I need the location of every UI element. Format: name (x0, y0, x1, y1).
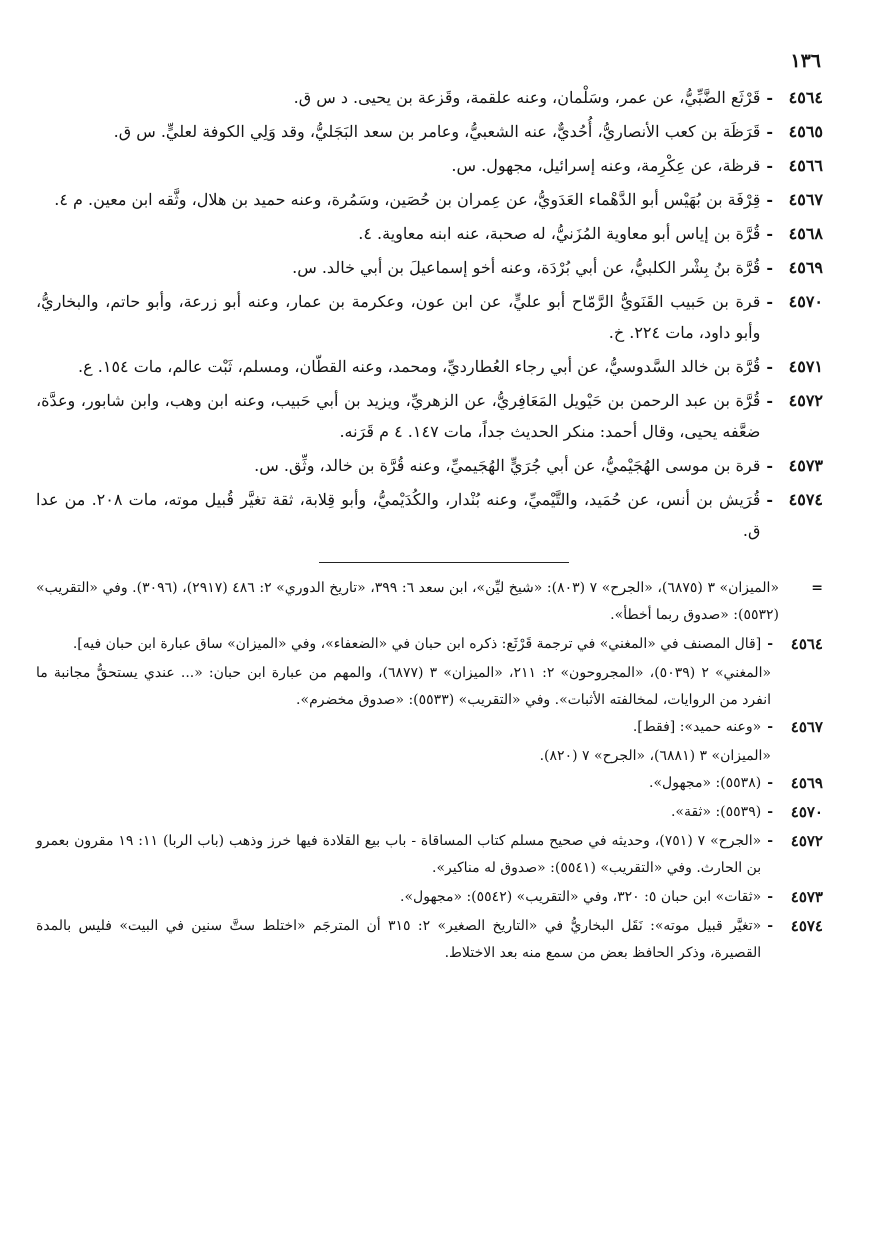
entry-text: قُرَيش بن أنس، عن حُمَيد، والتَّيْميِّ، وعنه بُنْدار، والكُدَيْميُّ، وأبو قِلابة، ثقة تغيَّر قُبيل موته، مات ٢٠٨. من عدا ق. (36, 490, 761, 540)
entry-text: قرة بن موسى الهُجَيْميُّ، عن أبي جُرَيٍّ الهُجَيميِّ، وعنه قُرَّة بن خالد، وثِّق. س. (254, 456, 761, 475)
footnote (36, 714, 823, 741)
entry (36, 484, 823, 546)
entry-text: قرظة، عن عِكْرِمة، وعنه إسرائيل، مجهول. س. (451, 156, 761, 175)
continuation-mark: = (811, 580, 823, 596)
entry-number: ٤٥٦٨ (788, 224, 823, 243)
entry-dash: - (766, 456, 773, 475)
footnote-number: ٤٥٦٩ (790, 774, 823, 792)
entry-number: ٤٥٦٤ (788, 88, 823, 107)
entry-text: قُرَّة بن خالد السَّدوسيُّ، عن أبي رجاء العُطارديِّ، ومحمد، وعنه القطّان، ومسلم، ثَبْت عالم، مات ١٥٤. ع. (78, 357, 761, 376)
footnote (36, 631, 823, 658)
entry-dash: - (766, 391, 773, 410)
footnote-text: (٥٥٣٨): «مجهول». (649, 775, 762, 791)
entry-dash: - (766, 122, 773, 141)
page-number: ١٣٦ (790, 50, 821, 72)
entry (36, 150, 823, 181)
footnote-number: ٤٥٧٢ (790, 832, 823, 850)
entry-text: قُرَّة بن عبد الرحمن بن حَيْويل المَعَافِريُّ، عن الزهريِّ، ويزيد بن أبي حَبيب، وعنه ابن وهب، وابن شابور، وعدَّة، ضعَّفه يحيى، وقال أحمد: منكر الحديث جداً، مات ١٤٧. ٤ م قَرَنه. (36, 391, 761, 441)
entry-dash: - (766, 224, 773, 243)
entry-dash: - (766, 258, 773, 277)
footnote (36, 799, 823, 826)
entry (36, 450, 823, 481)
footnote-continuation (36, 575, 823, 629)
entries-list (36, 82, 823, 546)
entry-number: ٤٥٧٣ (788, 456, 823, 475)
entry-dash: - (766, 88, 773, 107)
footnote-text: «الميزان» ٣ (٦٨٧٥)، «الجرح» ٧ (٨٠٣): «شيخ ليِّن»، ابن سعد ٦: ٣٩٩، «تاريخ الدوري» ٢: ٤٨٦ (٢٩١٧)، (٣٠٩٦). وفي «التقريب» (٥٥٣٢): «صدوق ربما أخطأ». (36, 580, 780, 623)
entry (36, 184, 823, 215)
footnote-dash: - (767, 636, 773, 652)
footnote-number: ٤٥٧٣ (790, 888, 823, 906)
footnote-text: [قال المصنف في «المغني» في ترجمة قَرْثَع: ذكره ابن حبان في «الضعفاء»، وفي «الميزان» ساق عبارة ابن حبان فيه]. (72, 636, 762, 652)
footnotes (36, 575, 823, 967)
footnote (36, 884, 823, 911)
entry (36, 385, 823, 447)
footnote-number: ٤٥٧٤ (790, 917, 823, 935)
footnote-text: «تغيَّر قبيل موته»: نَقَل البخاريُّ في «التاريخ الصغير» ٢: ٣١٥ أن المترجَم «اختلط ستَّ سنين في البيت» فليس بالمدة القصيرة، وذكر الحافظ بعض من سمع منه بعد الاختلاط. (36, 918, 762, 961)
footnote-dash: - (767, 918, 773, 934)
footnote-text: «وعنه حميد»: [فقط]. (632, 719, 762, 735)
footnote-dash: - (767, 833, 773, 849)
footnote-dash: - (767, 719, 773, 735)
footnote-dash: - (767, 775, 773, 791)
footnote-divider (319, 562, 569, 563)
entry-dash: - (766, 156, 773, 175)
entry (36, 286, 823, 348)
entry-text: قَرْثَع الضَّبِّيُّ، عن عمر، وسَلْمان، وعنه علقمة، وقَزعة بن يحيى. د س ق. (293, 88, 761, 107)
entry (36, 116, 823, 147)
entry-text: قُرَّة بن إياس أبو معاوية المُزَنيُّ، له صحبة، عنه ابنه معاوية. ٤. (358, 224, 761, 243)
footnote-number: ٤٥٧٠ (790, 803, 823, 821)
footnote-subtext: «الميزان» ٣ (٦٨٨١)، «الجرح» ٧ (٨٢٠). (539, 748, 771, 764)
entry-text: قَرَظَة بن كعب الأنصاريُّ، أُحُديٌّ، عنه الشعبيُّ، وعامر بن سعد البَجَليُّ، وقد وَلِي الكوفة لعليٍّ. س ق. (113, 122, 761, 141)
footnote-number: ٤٥٦٧ (790, 718, 823, 736)
footnote-text: «ثقات» ابن حبان ٥: ٣٢٠، وفي «التقريب» (٥٥٤٢): «مجهول». (400, 889, 762, 905)
footnote (36, 828, 823, 882)
entry-dash: - (766, 292, 773, 311)
entry-number: ٤٥٦٩ (788, 258, 823, 277)
entry-number: ٤٥٦٥ (788, 122, 823, 141)
footnote (36, 913, 823, 967)
entry-number: ٤٥٧٤ (788, 490, 823, 509)
footnote-subtext: «المغني» ٢ (٥٠٣٩)، «المجروحون» ٢: ٢١١، «الميزان» ٣ (٦٨٧٧)، والمهم من عبارة ابن حبان: «... عندي يستحقُّ مجانبة ما انفرد من الروايات، لمخالفته الأثبات». وفي «التقريب» (٥٥٣٣): «صدوق مخضرم». (36, 665, 772, 708)
entry (36, 351, 823, 382)
entry-dash: - (766, 490, 773, 509)
entry (36, 82, 823, 113)
footnote-dash: - (767, 889, 773, 905)
footnote-number: ٤٥٦٤ (790, 635, 823, 653)
entry-text: قرة بن حَبيب القَنَويُّ الرَّمّاح أبو عليٍّ، عن ابن عون، وعكرمة بن عمار، وعنه أبو زرعة، وأبو حاتم، والبخاريُّ، وأبو داود، مات ٢٢٤. خ. (36, 292, 761, 342)
footnote-text: (٥٥٣٩): «ثقة». (670, 804, 762, 820)
entry-number: ٤٥٦٧ (788, 190, 823, 209)
entry-number: ٤٥٧١ (788, 357, 823, 376)
entry-dash: - (766, 190, 773, 209)
entry-text: قِرْفَة بن بُهَيْس أبو الدَّهْماء العَدَويُّ، عن عِمران بن حُصَين، وسَمُرة، وعنه حميد بن هلال، وثَّقه ابن معين. م ٤. (54, 190, 761, 209)
entry-number: ٤٥٧٠ (788, 292, 823, 311)
entry-number: ٤٥٧٢ (788, 391, 823, 410)
entry-number: ٤٥٦٦ (788, 156, 823, 175)
entry (36, 252, 823, 283)
footnote (36, 770, 823, 797)
footnote-text: «الجرح» ٧ (٧٥١)، وحديثه في صحيح مسلم كتاب المساقاة - باب بيع القلادة فيها خرز وذهب (باب الربا) ١١: ١٩ مقرون بعمرو بن الحارث. وفي «التقريب» (٥٥٤١): «صدوق له مناكير». (36, 833, 762, 876)
footnote-dash: - (767, 804, 773, 820)
entry-text: قُرَّة بنُ بِشْر الكلبيُّ، عن أبي بُرْدَة، وعنه أخو إسماعيلَ بن أبي خالد. س. (292, 258, 761, 277)
entry (36, 218, 823, 249)
entry-dash: - (766, 357, 773, 376)
